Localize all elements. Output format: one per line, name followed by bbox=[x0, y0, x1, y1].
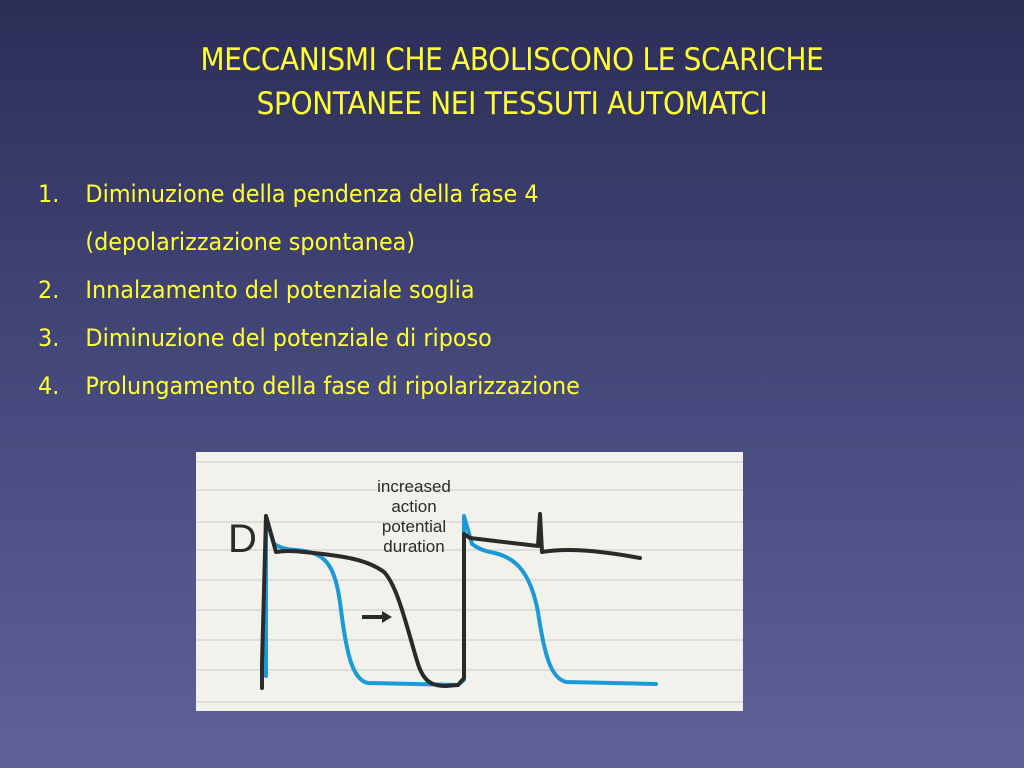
list-text: Prolungamento della fase di ripolarizzazione bbox=[85, 372, 580, 400]
annotation-line: action bbox=[391, 497, 437, 516]
list-text-line: (depolarizzazione spontanea) bbox=[85, 228, 416, 256]
right-arrow-icon bbox=[362, 611, 392, 623]
slide-title-line-2: SPONTANEE NEI TESSUTI AUTOMATCI bbox=[256, 86, 768, 122]
list-number: 4. bbox=[38, 372, 60, 400]
numbered-list bbox=[38, 170, 922, 410]
list-text-line: Diminuzione della pendenza della fase 4 bbox=[85, 180, 539, 208]
list-item bbox=[38, 170, 922, 266]
list-item bbox=[38, 362, 922, 410]
list-item bbox=[38, 266, 922, 314]
list-item bbox=[38, 314, 922, 362]
annotation-line: potential bbox=[381, 517, 447, 536]
normal-action-potential-trace bbox=[266, 516, 656, 685]
scan-background-texture bbox=[196, 462, 743, 702]
annotation-line: duration bbox=[383, 537, 445, 556]
slide-title-line-1: MECCANISMI CHE ABOLISCONO LE SCARICHE bbox=[200, 42, 824, 78]
list-number: 2. bbox=[38, 276, 60, 304]
list-number: 1. bbox=[38, 180, 60, 208]
action-potential-diagram bbox=[196, 452, 743, 711]
annotation-text bbox=[377, 477, 451, 556]
panel-label: D bbox=[228, 517, 257, 561]
action-potential-figure bbox=[196, 452, 743, 711]
prolonged-action-potential-trace bbox=[262, 514, 640, 688]
annotation-line: increased bbox=[377, 477, 451, 496]
slide-title bbox=[105, 38, 919, 126]
list-number: 3. bbox=[38, 324, 60, 352]
list-text bbox=[85, 170, 921, 266]
list-text: Innalzamento del potenziale soglia bbox=[85, 276, 475, 304]
list-text: Diminuzione del potenziale di riposo bbox=[85, 324, 492, 352]
